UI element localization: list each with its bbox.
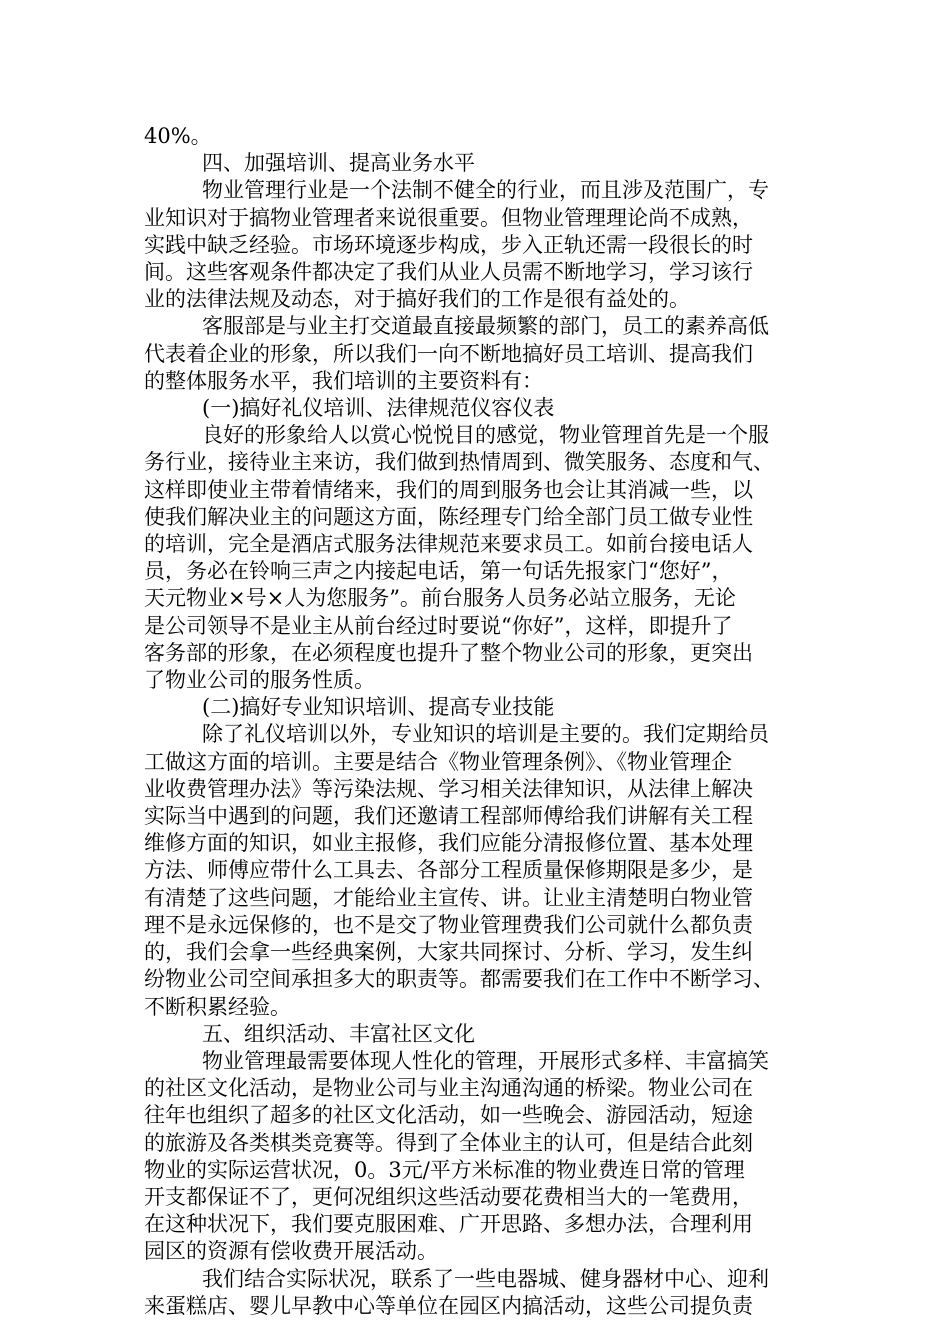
text-line: 是公司领导不是业主从前台经过时要说“你好”，这样，即提升了 [144,613,733,638]
text-line: 理不是永远保修的，也不是交了物业管理费我们公司就什么都负责 [144,912,753,937]
text-line: 不断积累经验。 [144,994,291,1019]
text-line: 物业管理行业是一个法制不健全的行业，而且涉及范围广，专 [202,178,769,203]
text-line: 业知识对于搞物业管理者来说很重要。但物业管理理论尚不成熟， [144,205,753,230]
text-line: 除了礼仪培训以外，专业知识的培训是主要的。我们定期给员 [202,722,769,747]
paragraph [144,1048,814,1266]
text-line: 了物业公司的服务性质。 [144,668,375,693]
section-heading: (二)搞好专业知识培训、提高专业技能 [202,695,555,720]
paragraph [144,177,814,313]
text-line: 的旅游及各类棋类竞赛等。得到了全体业主的认可，但是结合此刻 [144,1130,753,1155]
text-line: 实际当中遇到的问题，我们还邀请工程部师傅给我们讲解有关工程 [144,804,753,829]
text-line: 在这种状况下，我们要克服困难、广开思路、多想办法，合理利用 [144,1212,753,1237]
text-line: 代表着企业的形象，所以我们一向不断地搞好员工培训、提高我们 [144,341,753,366]
text-line: 业的法律法规及动态，对于搞好我们的工作是很有益处的。 [144,287,690,312]
text-line: 的培训，完全是酒店式服务法律规范来要求员工。如前台接电话人 [144,532,753,557]
text-line: 务行业，接待业主来访，我们做到热情周到、微笑服务、态度和气、 [144,450,774,475]
text-line: 物业管理最需要体现人性化的管理，开展形式多样、丰富搞笑 [202,1048,769,1073]
paragraph [144,313,814,395]
text-line: 来蛋糕店、婴儿早教中心等单位在园区内搞活动，这些公司提负责 [144,1293,753,1318]
text-line: 我们结合实际状况，联系了一些电器城、健身器材中心、迎利 [202,1266,769,1291]
text-line: 的，我们会拿一些经典案例，大家共同探讨、分析、学习，发生纠 [144,940,753,965]
text-line: 物业的实际运营状况，0。3元/平方米标准的物业费连日常的管理 [144,1157,745,1182]
text-line: 方法、师傅应带什么工具去、各部分工程质量保修期限是多少，是 [144,858,753,883]
text-line: 40%。 [144,124,212,148]
section-heading: 四、加强培训、提高业务水平 [202,151,475,176]
text-line: 这样即使业主带着情绪来，我们的周到服务也会让其消减一些，以 [144,477,753,502]
section-heading: 五、组织活动、丰富社区文化 [202,1021,475,1046]
paragraph [144,721,814,1020]
text-line: 往年也组织了超多的社区文化活动，如一些晚会、游园活动，短途 [144,1103,753,1128]
text-line: 纷物业公司空间承担多大的职责等。都需要我们在工作中不断学习、 [144,967,774,992]
text-line: 间。这些客观条件都决定了我们从业人员需不断地学习，学习该行 [144,260,753,285]
paragraph [144,123,814,150]
text-line: 天元物业×号×人为您服务”。前台服务人员务必站立服务，无论 [144,586,736,611]
text-line: 的整体服务水平，我们培训的主要资料有： [144,368,543,393]
document-page [144,123,814,1320]
paragraph [144,1266,814,1320]
text-line: 良好的形象给人以赏心悦悦目的感觉，物业管理首先是一个服 [202,423,769,448]
text-line: 使我们解决业主的问题这方面，陈经理专门给全部门员工做专业性 [144,504,753,529]
text-line: 有清楚了这些问题，才能给业主宣传、讲。让业主清楚明白物业管 [144,885,753,910]
text-line: 实践中缺乏经验。市场环境逐步构成，步入正轨还需一段很长的时 [144,232,753,257]
paragraph [144,422,814,694]
text-line: 维修方面的知识，如业主报修，我们应能分清报修位置、基本处理 [144,831,753,856]
text-line: 客服部是与业主打交道最直接最频繁的部门，员工的素养高低 [202,314,769,339]
text-line: 工做这方面的培训。主要是结合《物业管理条例》、《物业管理企 [144,749,732,774]
text-line: 客务部的形象，在必须程度也提升了整个物业公司的形象，更突出 [144,640,753,665]
text-line: 开支都保证不了，更何况组织这些活动要花费相当大的一笔费用， [144,1184,753,1209]
text-line: 的社区文化活动，是物业公司与业主沟通沟通的桥梁。物业公司在 [144,1076,753,1101]
text-line: 园区的资源有偿收费开展活动。 [144,1239,438,1264]
text-line: 员，务必在铃响三声之内接起电话，第一句话先报家门“您好”， [144,559,733,584]
section-heading: (一)搞好礼仪培训、法律规范仪容仪表 [202,396,555,421]
text-line: 业收费管理办法》等污染法规、学习相关法律知识，从法律上解决 [144,776,753,801]
